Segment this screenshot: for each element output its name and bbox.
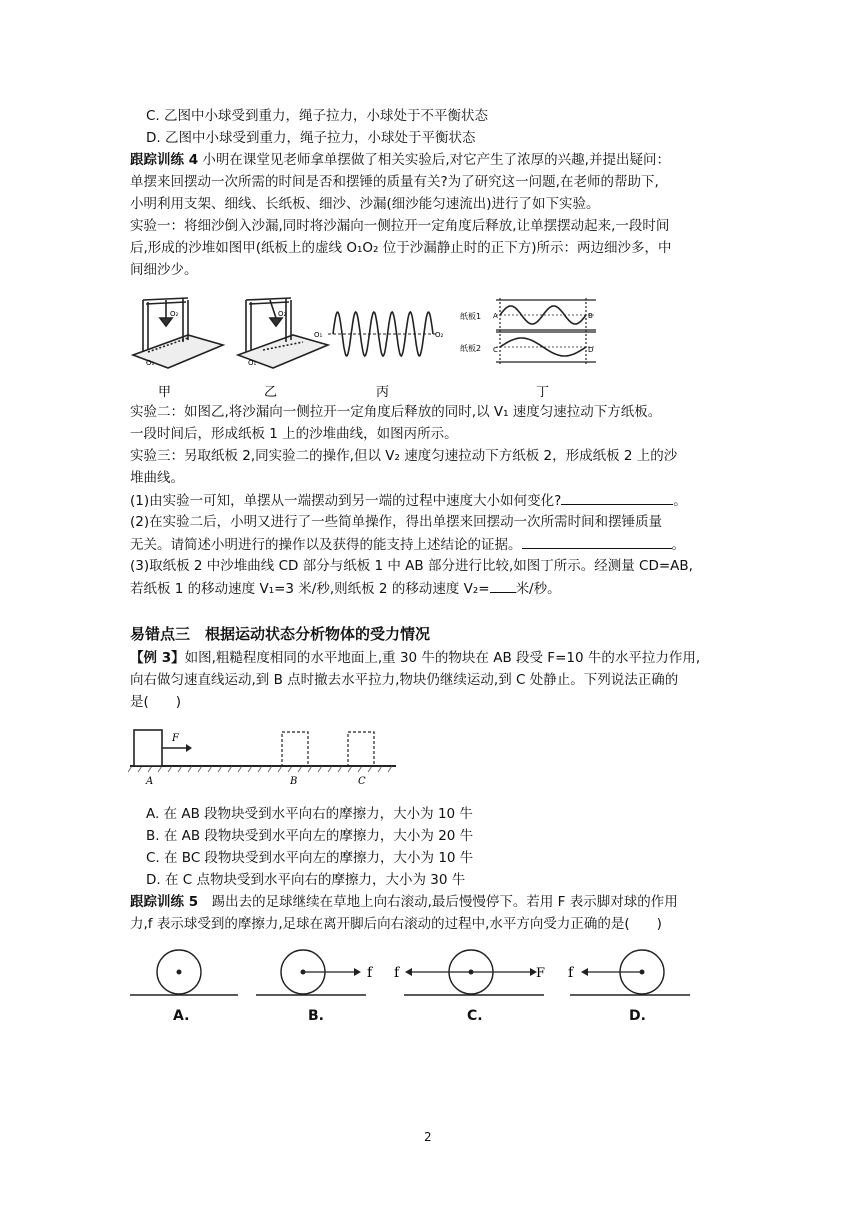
exercise-5-line2: 力,f 表示球受到的摩擦力,足球在离开脚后向右滚动的过程中,水平方向受力正确的是( ): [130, 916, 662, 932]
choice-label-a[interactable]: A.: [173, 1008, 190, 1024]
example-3-tag: 【例 3】: [130, 650, 185, 666]
label-yi: 乙: [264, 385, 278, 400]
label-point-a: A: [493, 312, 498, 320]
label-point-c: C: [358, 776, 366, 787]
exercise-4-line3: 小明利用支架、细线、长纸板、细沙、沙漏(细沙能匀速流出)进行了如下实验。: [130, 196, 600, 212]
option-a: A. 在 AB 段物块受到水平向右的摩擦力，大小为 10 牛: [146, 806, 473, 822]
option-d: D. 在 C 点物块受到水平向右的摩擦力，大小为 30 牛: [146, 872, 466, 888]
answer-blank-1[interactable]: [561, 490, 673, 505]
label-o1-yi: O₁: [248, 359, 257, 367]
label-board2: 纸板2: [460, 344, 482, 353]
exercise-4-line5: 后,形成的沙堆如图甲(纸板上的虚线 O₁O₂ 位于沙漏静止时的正下方)所示：两边细沙多，中: [130, 240, 672, 256]
choice-label-c[interactable]: C.: [467, 1008, 483, 1024]
example-3-line3: 是( ): [130, 694, 182, 710]
label-point-c: C: [493, 346, 498, 354]
label-point-b: B: [290, 776, 298, 787]
exercise-4-line2: 单摆来回摆动一次所需的时间是否和摆锤的质量有关?为了研究这一问题,在老师的帮助下,: [130, 174, 659, 190]
example-3-line2: 向右做匀速直线运动,到 B 点时撤去水平拉力,物块仍继续运动,到 C 处静止。下列说法正确的: [130, 672, 679, 688]
option-c-top: C. 乙图中小球受到重力，绳子拉力，小球处于不平衡状态: [146, 108, 489, 124]
exercise-4-line8: 一段时间后，形成纸板 1 上的沙堆曲线，如图丙所示。: [130, 426, 458, 442]
label-o2-jia: O₂: [170, 310, 179, 318]
option-c: C. 在 BC 段物块受到水平向左的摩擦力，大小为 10 牛: [146, 850, 474, 866]
diagram-c-label-f-small: f: [394, 965, 400, 981]
label-point-a: A: [146, 776, 154, 787]
diagram-b-label-f: f: [367, 965, 373, 981]
label-point-b: B: [588, 312, 593, 320]
answer-blank-2[interactable]: [522, 534, 672, 549]
page-number: 2: [424, 1130, 432, 1144]
block-at-b: [282, 732, 308, 766]
block-motion-figure: [128, 724, 400, 792]
force-arrowhead: [186, 744, 192, 752]
diagram-b: [256, 950, 366, 995]
question-1: (1)由实验一可知，单摆从一端摆动到另一端的过程中速度大小如何变化? 。: [130, 490, 730, 511]
exercise-4-line4: 实验一：将细沙倒入沙漏,同时将沙漏向一侧拉开一定角度后释放,让单摆摆动起来,一段时间: [130, 218, 670, 234]
label-jia: 甲: [158, 385, 172, 400]
exercise-4-line7: 实验二：如图乙,将沙漏向一侧拉开一定角度后释放的同时,以 V₁ 速度匀速拉动下方纸板。: [130, 404, 662, 420]
label-board1: 纸板1: [460, 312, 482, 321]
exercise-4-line1: 跟踪训练 4 小明在课堂见老师拿单摆做了相关实验后,对它产生了浓厚的兴趣,并提出疑问：: [130, 152, 670, 168]
option-d-top: D. 乙图中小球受到重力，绳子拉力，小球处于平衡状态: [146, 130, 476, 146]
diagram-d: [570, 950, 690, 995]
example-3-line1: 【例 3】如图,粗糙程度相同的水平地面上,重 30 牛的物块在 AB 段受 F=10 牛的水平拉力作用,: [130, 650, 701, 666]
label-bing: 丙: [376, 385, 390, 400]
label-force-f: F: [172, 733, 179, 744]
exercise-5-line1: 跟踪训练 5 踢出去的足球继续在草地上向右滚动,最后慢慢停下。若用 F 表示脚对球的作用: [130, 894, 678, 910]
diagram-c: [404, 950, 544, 995]
block-at-c: [348, 732, 374, 766]
diagram-d-label-f: f: [568, 965, 574, 981]
question-3-line1: (3)取纸板 2 中沙堆曲线 CD 部分与纸板 1 中 AB 部分进行比较,如图丁所示。经测量 CD=AB,: [130, 558, 693, 574]
exercise-4-line6: 间细沙少。: [130, 262, 198, 278]
exercise-5-title: 跟踪训练 5: [130, 894, 199, 910]
pendulum-figure: [128, 290, 598, 402]
figure-ding-frame: [496, 298, 596, 364]
section-3-heading: 易错点三 根据运动状态分析物体的受力情况: [130, 625, 431, 643]
question-2-line1: (2)在实验二后，小明又进行了一些简单操作，得出单摆来回摆动一次所需时间和摆锤质量: [130, 514, 663, 530]
exercise-4-title: 跟踪训练 4: [130, 152, 199, 168]
choice-label-b[interactable]: B.: [308, 1008, 324, 1024]
label-point-d: D: [588, 346, 594, 354]
block-at-a: [134, 730, 162, 766]
option-b: B. 在 AB 段物块受到水平向左的摩擦力，大小为 20 牛: [146, 828, 474, 844]
label-ding: 丁: [536, 385, 550, 400]
label-o2-yi: O₂: [278, 310, 287, 318]
exercise-4-line10: 堆曲线。: [130, 470, 184, 486]
diagram-a: [130, 950, 238, 995]
label-o1-jia: O₁: [146, 359, 155, 367]
exercise-4-line9: 实验三：另取纸板 2,同实验二的操作,但以 V₂ 速度匀速拉动下方纸板 2，形成纸板 2 上的沙: [130, 448, 678, 464]
label-o2-bing: O₂: [435, 331, 444, 339]
ball-force-diagrams: [128, 944, 698, 1000]
figure-jia-apparatus: [133, 298, 223, 368]
label-o1-bing: O₁: [314, 331, 323, 339]
choice-label-d[interactable]: D.: [629, 1008, 646, 1024]
answer-blank-3[interactable]: [490, 578, 516, 593]
question-2-line2: 无关。请简述小明进行的操作以及获得的能支持上述结论的证据。 。: [130, 534, 730, 555]
diagram-c-label-f-capital: F: [536, 966, 546, 981]
question-3-line2: 若纸板 1 的移动速度 V₁=3 米/秒,则纸板 2 的移动速度 V₂= 米/秒。: [130, 578, 730, 599]
